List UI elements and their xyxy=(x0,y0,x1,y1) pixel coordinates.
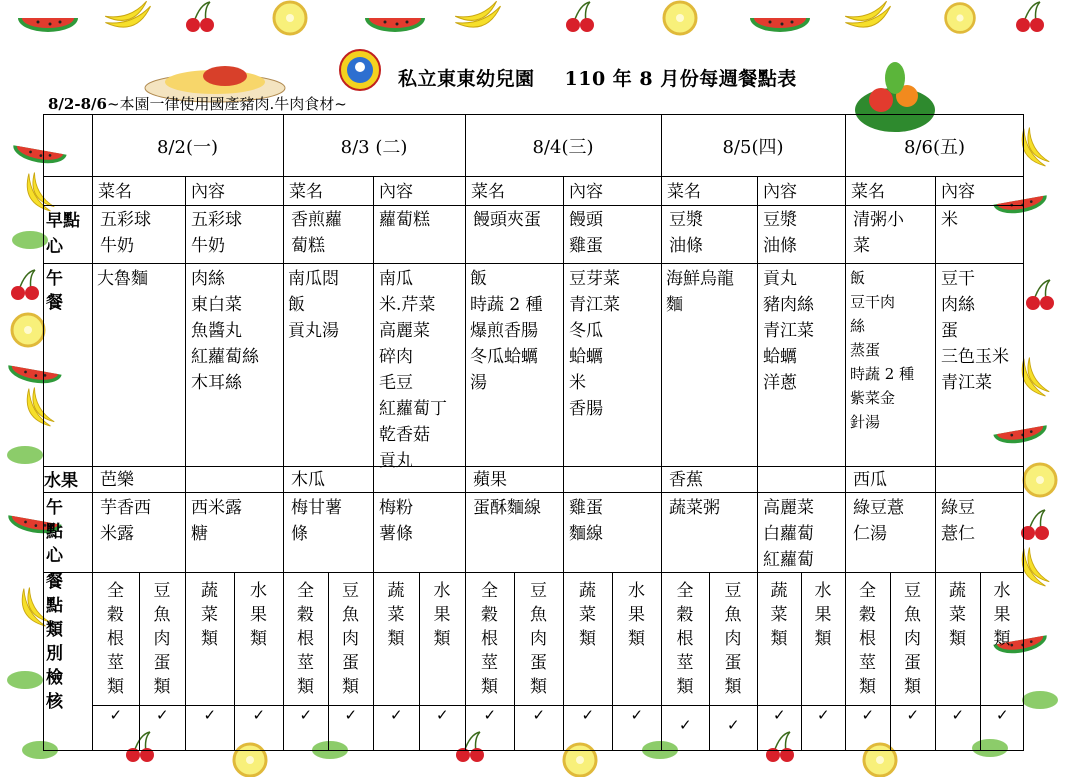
afternoon-content xyxy=(763,495,814,573)
row-label-check: 餐點類別檢核 xyxy=(46,572,63,712)
lemon-slice-icon xyxy=(274,2,306,34)
breakfast-content xyxy=(569,207,603,259)
note-text: ~本園一律使用國產豬肉.牛肉食材~ xyxy=(106,95,347,113)
page-title xyxy=(398,64,797,91)
food-group-label: 蔬菜類 xyxy=(949,581,966,649)
breakfast-content-line: 蘿蔔糕 xyxy=(379,210,430,230)
dish-header: 菜名 xyxy=(471,182,505,202)
breakfast-dish-line: 香煎蘿 xyxy=(291,210,342,230)
breakfast-dish xyxy=(473,207,541,233)
breakfast-content xyxy=(763,207,797,259)
dish-header: 菜名 xyxy=(289,182,323,202)
lunch-dish-line: 南瓜悶 xyxy=(288,269,339,289)
check-mark: ✓ xyxy=(996,706,1009,724)
check-mark: ✓ xyxy=(727,716,740,734)
lunch-content-line: 青江菜 xyxy=(941,373,992,393)
food-group-label: 水果類 xyxy=(628,581,645,649)
lunch-dish-line: 蒸蛋 xyxy=(850,341,881,359)
check-mark: ✓ xyxy=(817,706,830,724)
fruit-cell: 蘋果 xyxy=(473,470,507,490)
food-group-label: 全穀根莖類 xyxy=(676,581,694,697)
afternoon-content-line: 白蘿蔔 xyxy=(763,524,814,544)
food-group-label: 豆魚肉蛋類 xyxy=(342,581,359,697)
food-group-divider xyxy=(801,572,802,751)
check-mark: ✓ xyxy=(344,706,358,724)
lunch-dish-line: 豆干肉 xyxy=(850,293,896,311)
afternoon-content-line: 綠豆 xyxy=(941,498,975,518)
food-group-label: 全穀根莖類 xyxy=(297,581,314,697)
lemon-slice-icon xyxy=(664,2,696,34)
label-column-divider xyxy=(92,114,93,751)
lunch-content-line: 碎肉 xyxy=(379,347,413,367)
breakfast-content-line: 雞蛋 xyxy=(569,236,603,256)
day-divider xyxy=(465,114,466,751)
afternoon-dish xyxy=(291,495,342,547)
lunch-content xyxy=(763,266,814,396)
lunch-dish-line: 爆煎香腸 xyxy=(470,321,538,341)
food-group-divider xyxy=(234,572,235,751)
watermelon-icon xyxy=(365,18,425,32)
lunch-dish-line: 冬瓜蛤蠣 xyxy=(470,347,538,367)
check-mark: ✓ xyxy=(156,706,169,724)
day-divider xyxy=(661,114,662,751)
lunch-dish-line: 針湯 xyxy=(850,413,881,431)
day-divider xyxy=(845,114,846,751)
content-header: 內容 xyxy=(379,182,413,202)
cherry-icon xyxy=(1021,510,1049,540)
row-divider xyxy=(43,572,1024,573)
day-header: 8/2(一) xyxy=(156,137,218,158)
lunch-dish xyxy=(666,266,734,318)
lunch-dish-line: 大魯麵 xyxy=(97,269,148,289)
lunch-content-line: 高麗菜 xyxy=(379,321,430,341)
afternoon-content xyxy=(191,495,242,547)
lunch-content-line: 貢丸 xyxy=(379,451,413,471)
leaf-icon xyxy=(1022,691,1058,709)
lunch-content-line: 豬肉絲 xyxy=(763,295,814,315)
cherry-icon xyxy=(186,2,214,32)
afternoon-content-line: 紅蘿蔔 xyxy=(763,550,814,570)
lunch-content xyxy=(569,266,620,422)
lunch-content-line: 肉絲 xyxy=(941,295,975,315)
afternoon-content-line: 薯條 xyxy=(379,524,413,544)
breakfast-content-line: 米 xyxy=(941,210,958,230)
cherry-icon xyxy=(11,270,39,300)
lunch-content-line: 米.芹菜 xyxy=(379,295,436,315)
lunch-content-line: 魚醬丸 xyxy=(191,321,242,341)
breakfast-content xyxy=(379,207,430,233)
food-group-divider xyxy=(980,572,981,751)
lunch-dish xyxy=(470,266,543,396)
header-note xyxy=(48,93,347,114)
afternoon-content xyxy=(941,495,975,547)
day-divider xyxy=(283,114,284,751)
row-label-fruit: 水果 xyxy=(44,471,78,491)
lunch-content-line: 蛤蠣 xyxy=(569,347,603,367)
breakfast-dish-line: 五彩球 xyxy=(100,210,151,230)
row-divider xyxy=(43,205,1024,206)
check-mark: ✓ xyxy=(679,716,692,734)
row-divider xyxy=(43,263,1024,264)
cherry-icon xyxy=(1016,2,1044,32)
dish-header: 菜名 xyxy=(98,182,132,202)
fruit-cell: 香蕉 xyxy=(669,470,703,490)
lunch-content-line: 蛤蠣 xyxy=(763,347,797,367)
dish-content-divider xyxy=(373,176,374,492)
lunch-content-line: 三色玉米 xyxy=(941,347,1009,367)
afternoon-dish-line: 條 xyxy=(291,524,308,544)
afternoon-dish xyxy=(100,495,151,547)
breakfast-content-line: 五彩球 xyxy=(191,210,242,230)
dish-content-divider xyxy=(563,176,564,492)
afternoon-content xyxy=(379,495,413,547)
check-mark: ✓ xyxy=(581,706,595,724)
banana-icon xyxy=(843,1,894,34)
fruit-cell: 芭樂 xyxy=(100,470,134,490)
dish-content-divider xyxy=(935,492,936,751)
fruit-cell: 西瓜 xyxy=(853,470,887,490)
lemon-slice-icon xyxy=(12,314,44,346)
afternoon-content-line: 高麗菜 xyxy=(763,498,814,518)
food-group-label: 蔬菜類 xyxy=(579,581,596,649)
lunch-dish-line: 絲 xyxy=(850,317,866,335)
breakfast-dish-line: 清粥小 xyxy=(853,210,904,230)
afternoon-dish-line: 梅甘薯 xyxy=(291,498,342,518)
lunch-dish xyxy=(288,266,339,344)
afternoon-content-line: 薏仁 xyxy=(941,524,975,544)
watermelon-icon xyxy=(750,18,810,32)
note-dates: 8/2-8/6 xyxy=(48,95,107,113)
food-group-label: 全穀根莖類 xyxy=(859,581,876,697)
lunch-dish-line: 飯 xyxy=(470,269,487,289)
check-mark: ✓ xyxy=(252,706,266,724)
breakfast-dish xyxy=(853,207,904,259)
lunch-content-line: 冬瓜 xyxy=(569,321,603,341)
lunch-content-line: 香腸 xyxy=(569,399,603,419)
afternoon-dish xyxy=(853,495,904,547)
food-group-label: 全穀根莖類 xyxy=(481,581,498,697)
afternoon-dish xyxy=(669,495,720,521)
watermelon-icon xyxy=(18,18,78,32)
dish-content-divider xyxy=(185,492,186,751)
afternoon-content-line: 雞蛋 xyxy=(569,498,603,518)
breakfast-dish-line: 菜 xyxy=(853,236,870,256)
afternoon-content-line: 梅粉 xyxy=(379,498,413,518)
day-header: 8/6(五) xyxy=(903,137,965,158)
lunch-content-line: 青江菜 xyxy=(569,295,620,315)
breakfast-content-line: 豆漿 xyxy=(763,210,797,230)
cherry-icon xyxy=(1026,280,1054,310)
check-mark: ✓ xyxy=(436,706,449,724)
food-group-label: 蔬菜類 xyxy=(770,581,788,649)
food-group-label: 水果類 xyxy=(814,581,832,649)
row-label-afternoon: 午點心 xyxy=(46,498,63,566)
food-group-divider xyxy=(328,572,329,751)
food-group-divider xyxy=(139,572,140,751)
breakfast-content-line: 牛奶 xyxy=(191,236,225,256)
lemon-slice-icon xyxy=(1024,464,1056,496)
content-header: 內容 xyxy=(941,182,975,202)
food-group-label: 水果類 xyxy=(993,581,1011,649)
lemon-slice-icon xyxy=(946,4,975,33)
check-mark: ✓ xyxy=(299,706,313,724)
lunch-content-line: 洋蔥 xyxy=(763,373,797,393)
dish-content-divider xyxy=(563,492,564,751)
afternoon-dish-line: 仁湯 xyxy=(853,524,887,544)
check-row-divider xyxy=(92,705,1024,706)
lunch-dish-line: 飯 xyxy=(288,295,305,315)
row-divider xyxy=(43,176,1024,177)
afternoon-content xyxy=(569,495,603,547)
lunch-content-line: 貢丸 xyxy=(763,269,797,289)
food-group-divider xyxy=(514,572,515,751)
lunch-dish-line: 紫菜金 xyxy=(850,389,896,407)
food-group-label: 豆魚肉蛋類 xyxy=(724,581,742,697)
food-group-label: 水果類 xyxy=(433,581,451,649)
lunch-content-line: 東白菜 xyxy=(191,295,242,315)
content-header: 內容 xyxy=(191,182,225,202)
dish-content-divider xyxy=(373,492,374,751)
lunch-content-line: 米 xyxy=(569,373,586,393)
food-group-divider xyxy=(890,572,891,751)
dish-content-divider xyxy=(757,176,758,492)
lunch-content xyxy=(941,266,1009,396)
check-mark: ✓ xyxy=(390,706,403,724)
lunch-dish-line: 湯 xyxy=(470,373,487,393)
lunch-content-line: 蛋 xyxy=(941,321,958,341)
breakfast-dish xyxy=(669,207,703,259)
food-group-label: 水果類 xyxy=(250,581,267,649)
content-header: 內容 xyxy=(569,182,603,202)
menu-title: 110 年 8 月份每週餐點表 xyxy=(564,68,797,90)
afternoon-dish-line: 蛋酥麵線 xyxy=(473,498,541,518)
dish-content-divider xyxy=(935,176,936,492)
afternoon-dish-line: 蔬菜粥 xyxy=(669,498,720,518)
food-group-label: 全穀根莖類 xyxy=(107,581,124,697)
breakfast-content xyxy=(191,207,242,259)
food-group-label: 豆魚肉蛋類 xyxy=(904,581,921,697)
check-mark: ✓ xyxy=(951,706,965,724)
afternoon-dish xyxy=(473,495,541,521)
leaf-icon xyxy=(7,446,43,464)
check-mark: ✓ xyxy=(773,706,786,724)
breakfast-dish xyxy=(100,207,151,259)
lunch-dish-line: 海鮮烏龍 xyxy=(666,269,734,289)
afternoon-content-line: 西米露 xyxy=(191,498,242,518)
school-name: 私立東東幼兒園 xyxy=(398,68,535,90)
day-header: 8/5(四) xyxy=(722,137,784,158)
day-header: 8/4(三) xyxy=(532,137,594,158)
school-logo-icon xyxy=(330,48,390,96)
food-group-divider xyxy=(612,572,613,751)
lunch-content-line: 木耳絲 xyxy=(191,373,242,393)
breakfast-content-line: 饅頭 xyxy=(569,210,603,230)
lunch-dish xyxy=(850,266,914,434)
lunch-content-line: 紅蘿蔔丁 xyxy=(379,399,447,419)
breakfast-dish xyxy=(291,207,342,259)
dish-content-divider xyxy=(757,492,758,751)
check-mark: ✓ xyxy=(906,706,920,724)
check-mark: ✓ xyxy=(203,706,217,724)
dish-header: 菜名 xyxy=(667,182,701,202)
lunch-dish-line: 麵 xyxy=(666,295,683,315)
content-header: 內容 xyxy=(763,182,797,202)
lunch-dish-line: 時蔬 2 種 xyxy=(850,365,915,383)
lunch-dish-line: 貢丸湯 xyxy=(288,321,339,341)
breakfast-dish-line: 饅頭夾蛋 xyxy=(473,210,541,230)
afternoon-dish-line: 綠豆薏 xyxy=(853,498,904,518)
breakfast-content-line: 油條 xyxy=(763,236,797,256)
food-group-divider xyxy=(419,572,420,751)
check-mark: ✓ xyxy=(532,706,546,724)
breakfast-dish-line: 牛奶 xyxy=(100,236,134,256)
check-mark: ✓ xyxy=(861,706,875,724)
food-group-label: 豆魚肉蛋類 xyxy=(153,581,171,697)
lunch-content-line: 肉絲 xyxy=(191,269,225,289)
lunch-content-line: 南瓜 xyxy=(379,269,413,289)
breakfast-dish-line: 豆漿 xyxy=(669,210,703,230)
breakfast-dish-line: 蔔糕 xyxy=(291,236,325,256)
food-group-label: 豆魚肉蛋類 xyxy=(530,581,547,697)
banana-icon xyxy=(453,1,504,34)
breakfast-content xyxy=(941,207,958,233)
day-header: 8/3 (二) xyxy=(340,137,408,158)
cherry-icon xyxy=(566,2,594,32)
leaf-icon xyxy=(7,671,43,689)
lunch-content-line: 乾香菇 xyxy=(379,425,430,445)
afternoon-dish-line: 米露 xyxy=(100,524,134,544)
check-mark: ✓ xyxy=(109,706,123,724)
afternoon-dish-line: 芋香西 xyxy=(100,498,151,518)
lunch-content xyxy=(191,266,259,396)
fruit-cell: 木瓜 xyxy=(291,470,325,490)
breakfast-dish-line: 油條 xyxy=(669,236,703,256)
lunch-content-line: 豆干 xyxy=(941,269,975,289)
lunch-dish xyxy=(97,266,148,292)
dish-content-divider xyxy=(185,176,186,492)
lunch-content-line: 青江菜 xyxy=(763,321,814,341)
lunch-dish-line: 時蔬 2 種 xyxy=(470,295,543,315)
afternoon-content-line: 糖 xyxy=(191,524,208,544)
banana-icon xyxy=(103,1,154,34)
lunch-content-line: 豆芽菜 xyxy=(569,269,620,289)
food-group-label: 蔬菜類 xyxy=(201,581,218,649)
food-group-label: 蔬菜類 xyxy=(387,581,405,649)
lunch-content xyxy=(379,266,447,474)
lunch-content-line: 紅蘿蔔絲 xyxy=(191,347,259,367)
row-label-lunch: 午餐 xyxy=(46,269,63,313)
food-group-divider xyxy=(709,572,710,751)
afternoon-content-line: 麵線 xyxy=(569,524,603,544)
row-label-breakfast: 早點心 xyxy=(46,211,80,257)
dish-header: 菜名 xyxy=(851,182,885,202)
check-mark: ✓ xyxy=(630,706,644,724)
lunch-dish-line: 飯 xyxy=(850,269,866,287)
lunch-content-line: 毛豆 xyxy=(379,373,413,393)
check-mark: ✓ xyxy=(483,706,497,724)
